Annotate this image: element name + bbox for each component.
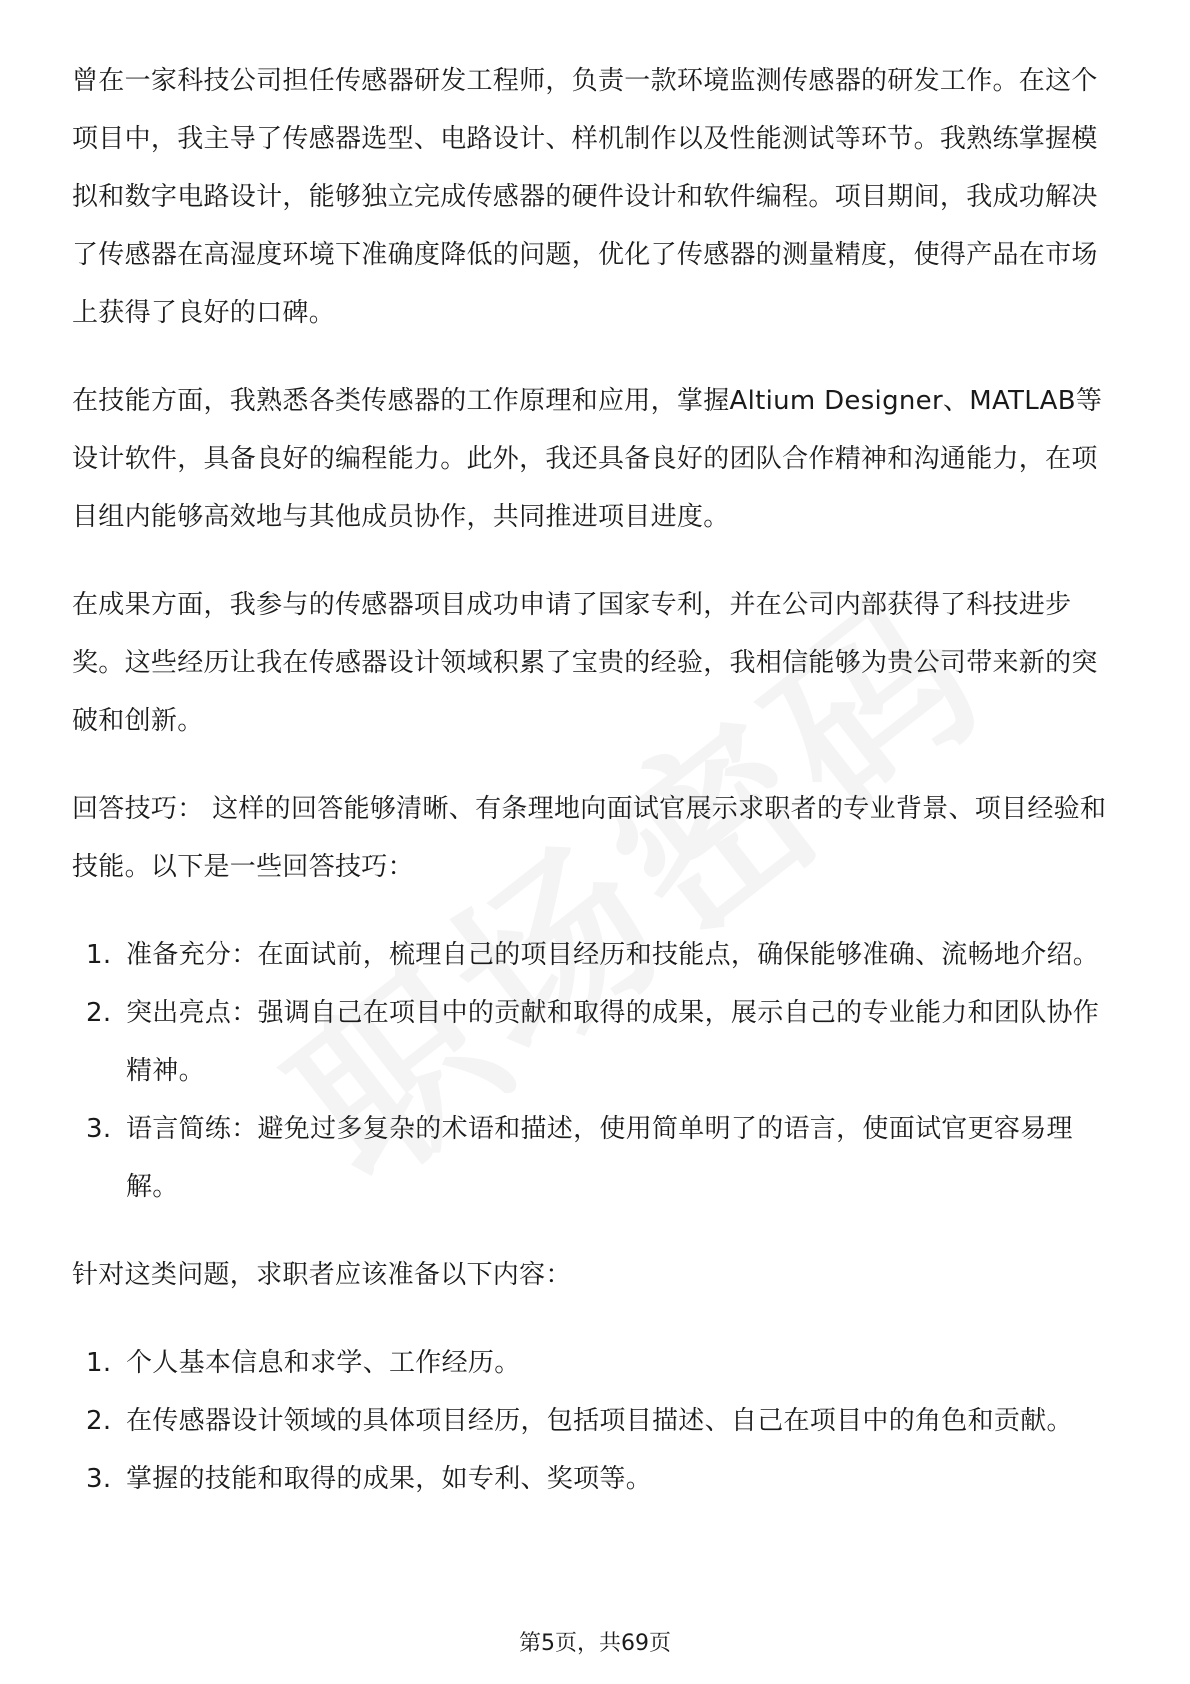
paragraph-experience: 曾在一家科技公司担任传感器研发工程师，负责一款环境监测传感器的研发工作。在这个项目中，我主导了传感器选型、电路设计、样机制作以及性能测试等环节。我熟练掌握模拟和数字电路设计，能够独立完成传感器的硬件设计和软件编程。项目期间，我成功解决了传感器在高湿度环境下准确度降低的问题，优化了传感器的测量精度，使得产品在市场上获得了良好的口碑。	[72, 66, 1098, 328]
list-item	[72, 1450, 1122, 1508]
list-number: 1.	[86, 1348, 112, 1378]
list-text: 在传感器设计领域的具体项目经历，包括项目描述、自己在项目中的角色和贡献。	[126, 1406, 1073, 1436]
tips-list	[72, 926, 1122, 1216]
list-number: 3.	[86, 1114, 112, 1144]
list-number: 2.	[86, 998, 112, 1028]
prep-list	[72, 1334, 1122, 1508]
paragraph-tips-intro: 回答技巧： 这样的回答能够清晰、有条理地向面试官展示求职者的专业背景、项目经验和技能。以下是一些回答技巧：	[72, 794, 1107, 882]
document-content	[72, 52, 1122, 1538]
list-text: 准备充分：在面试前，梳理自己的项目经历和技能点，确保能够准确、流畅地介绍。	[126, 940, 1100, 970]
list-item	[72, 926, 1122, 984]
paragraph-achievements: 在成果方面，我参与的传感器项目成功申请了国家专利，并在公司内部获得了科技进步奖。这些经历让我在传感器设计领域积累了宝贵的经验，我相信能够为贵公司带来新的突破和创新。	[72, 590, 1098, 736]
list-text: 个人基本信息和求学、工作经历。	[126, 1348, 521, 1378]
list-text: 掌握的技能和取得的成果，如专利、奖项等。	[126, 1464, 653, 1494]
list-item	[72, 1392, 1122, 1450]
list-item	[72, 1334, 1122, 1392]
paragraph-skills: 在技能方面，我熟悉各类传感器的工作原理和应用，掌握Altium Designer、MATLAB等设计软件，具备良好的编程能力。此外，我还具备良好的团队合作精神和沟通能力，在项目组内能够高效地与其他成员协作，共同推进项目进度。	[72, 386, 1103, 532]
list-text: 突出亮点：强调自己在项目中的贡献和取得的成果，展示自己的专业能力和团队协作精神。	[126, 998, 1100, 1086]
list-number: 1.	[86, 940, 112, 970]
list-item	[72, 1100, 1122, 1216]
list-item	[72, 984, 1122, 1100]
list-number: 3.	[86, 1464, 112, 1494]
list-text: 语言简练：避免过多复杂的术语和描述，使用简单明了的语言，使面试官更容易理解。	[126, 1114, 1073, 1202]
page-footer: 第5页，共69页	[519, 1631, 671, 1656]
paragraph-prep-intro: 针对这类问题，求职者应该准备以下内容：	[72, 1260, 572, 1290]
list-number: 2.	[86, 1406, 112, 1436]
